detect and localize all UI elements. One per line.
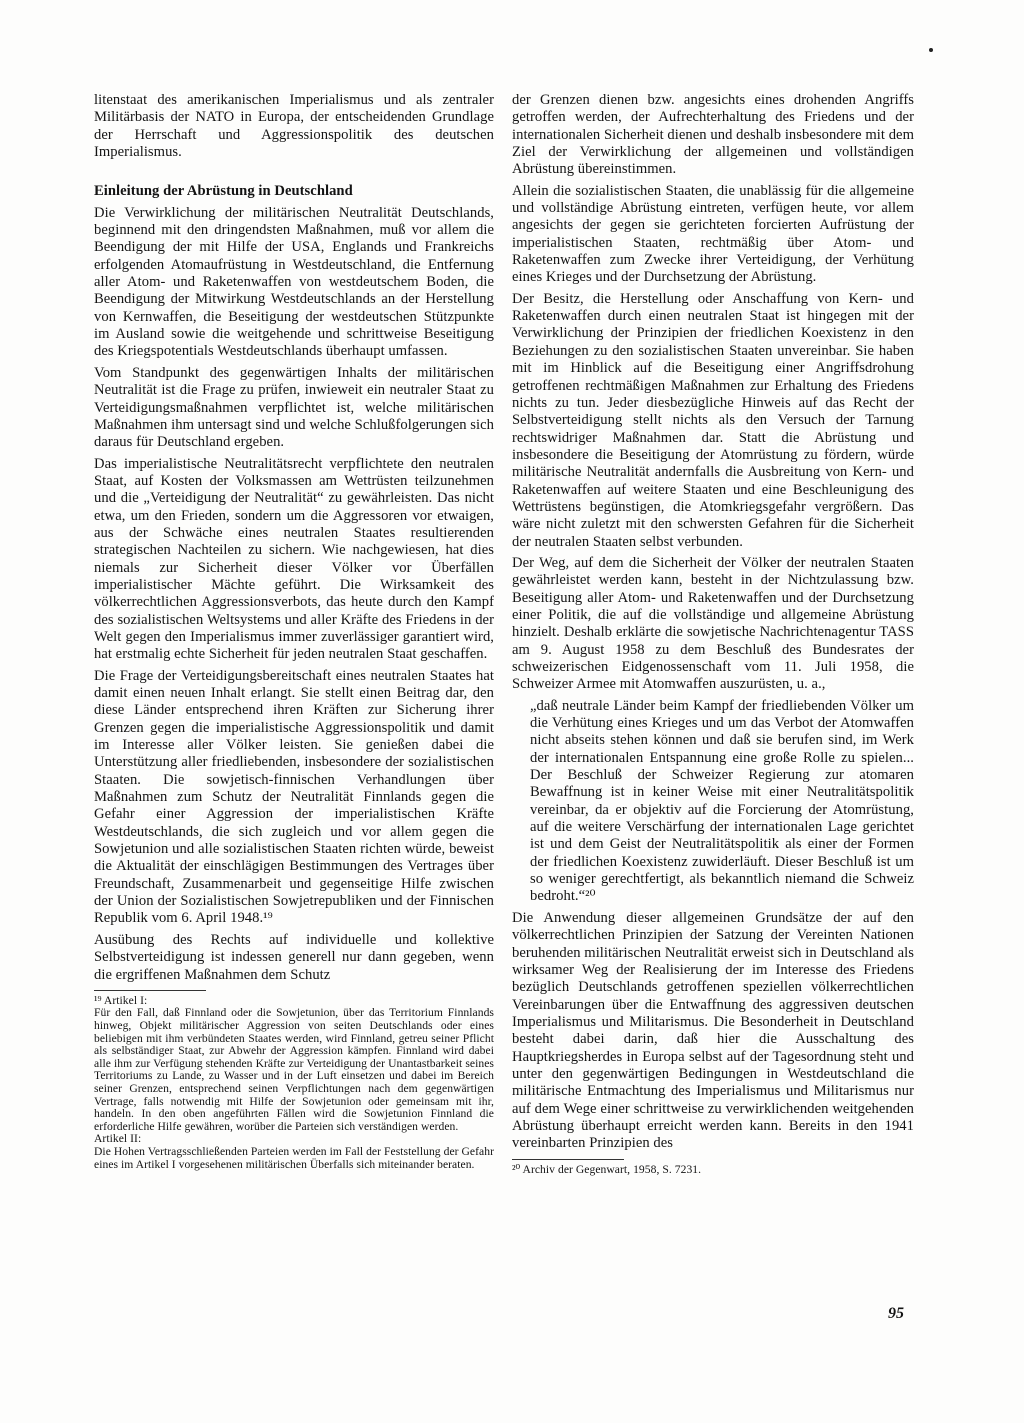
left-paragraph-5: Die Frage der Verteidigungsbereitschaft eines neutralen Staates hat damit einen neuen Inhalt erlangt. Sie stellt einen Beitrag dar, den diese Länder entsprechend ihren Kräften zur Sicherung ihrer Grenzen gegen die imperialistische Aggressionspolitik und damit im Interesse aller Völker leisten. Sie genießen dabei die Unterstützung aller friedliebenden, insbesondere der sozialistischen Staaten. Die sowjetisch-finnischen Verhandlungen über Maßnahmen zum Schutz der Neutralität Finnlands gegen die Gefahr einer Aggression der imperialistischen Kräfte Westdeutschlands, die sich zugleich und vor allem gegen die Sowjetunion und alle sozialistischen Staaten richten würde, beweist die Aktualität der einschlägigen Bestimmungen des Vertrages über Freundschaft, Zusammenarbeit und gegenseitige Hilfe zwischen der Union der Sozialistischen Sowjetrepubliken und der Finnischen Republik vom 6. April 1948.¹⁹ [94, 667, 494, 927]
footnote-rule [94, 990, 206, 991]
right-paragraph-3: Der Besitz, die Herstellung oder Anschaffung von Kern- und Raketenwaffen durch einen neutralen Staat ist hingegen mit der Verwirklichung der Prinzipien der friedlichen Koexistenz in den Beziehungen zu den sozialistischen Staaten unvereinbar. Sie haben mit im Hinblick auf die Beseitigung einer Angriffsdrohung getroffenen rechtmäßigen Maßnahmen zur Erhaltung des Friedens nichts zu tun. Jeder diesbezügliche Hinweis auf das Recht der Selbstverteidigung stellt nichts als den Versuch der Tarnung rechtswidriger Maßnahmen dar. Statt die Abrüstung und insbesondere die Beseitigung der Atomrüstung zu fördern, würde militärische Neutralität andernfalls die Ausbreitung von Kern- und Raketenwaffen auf weitere Staaten und eine Beschleunigung des Wettrüstens begünstigen, die Atomkriegsgefahr vergrößern. Das wäre nicht zuletzt mit den schwersten Gefahren für die Sicherheit der neutralen Staaten selbst verbunden. [512, 290, 914, 550]
right-paragraph-2: Allein die sozialistischen Staaten, die unablässig für die allgemeine und vollständige Abrüstung eintreten, verfügen heute, vor allem angesichts der gegen sie gerichteten forcierten Aufrüstung der imperialistischen Staaten, rechtmäßig über Atom- und Raketenwaffen zum Zwecke ihrer Verteidigung, der Verhütung eines Krieges und der Durchsetzung der Abrüstung. [512, 182, 914, 286]
footnote-19-title: ¹⁹ Artikel I: [94, 993, 148, 1007]
footnote-20: ²⁰ Archiv der Gegenwart, 1958, S. 7231. [512, 1162, 702, 1176]
page-number: 95 [888, 1305, 904, 1322]
right-paragraph-1: der Grenzen dienen bzw. angesichts eines drohenden Angriffs getroffen werden, der Aufrechterhaltung des Friedens und der internationalen Sicherheit dienen und deshalb insbesondere mit dem Ziel der Verwirklichung der allgemeinen und vollständigen Abrüstung übereinstimmen. [512, 92, 914, 178]
footnote-19-text: Für den Fall, daß Finnland oder die Sowjetunion, über das Territorium Finnlands hinweg, Objekt militärischer Aggression von seiten Deutschlands oder eines beliebigen mit ihm verbündeten Staates werden, wird Finnland, getreu seiner Pflicht als selbständiger Staat, zur Abwehr der Aggression kämpfen. Finnland wird dabei alle ihm zur Verfügung stehenden Kräfte zur Verteidigung der Unantastbarkeit seines Territoriums zu Lande, zu Wasser und in der Luft einsetzen und dabei im Bereich seiner Grenzen, entsprechend seinen Verpflichtungen nach dem gegenwärtigen Vertrage, falls notwendig mit Hilfe der Sowjetunion oder gemeinsam mit ihr, handeln. In den oben angeführten Fällen wird die Sowjetunion Finnland die erforderliche Hilfe gewähren, worüber die Parteien sich verständigen werden. [94, 1006, 494, 1133]
left-paragraph-4: Das imperialistische Neutralitätsrecht verpflichtete den neutralen Staat, auf Kosten der Volksmassen am Wettrüsten teilzunehmen und die „Verteidigung der Neutralität“ zu gewährleisten. Das nicht etwa, um den Frieden, sondern um die Aggressoren vor etwaigen, aus der Schwäche eines neutralen Staates resultierenden strategischen Nachteilen zu sichern. Wie nachgewiesen, hat dies niemals zur Sicherheit dieser Völker vor Überfällen imperialistischer Mächte geführt. Die Wirksamkeit des völkerrechtlichen Aggressionsverbots, das heute durch den Kampf des sozialistischen Weltsystems und aller Kräfte des Friedens in der Welt gegen den Imperialismus immer zuverlässiger garantiert wird, hat erstmalig echte Sicherheit für jeden neutralen Staat geschaffen. [94, 455, 494, 663]
right-paragraph-5: Die Anwendung dieser allgemeinen Grundsätze der auf den völkerrechtlichen Prinzipien der Satzung der Vereinten Nationen beruhenden militärischen Neutralität erweist sich in Deutschland als wirksamer Weg der Realisierung der im Interesse des Friedens bezüglich Deutschlands getroffenen speziellen völkerrechtlichen Vereinbarungen über die Entwaffnung des aggressiven deutschen Imperialismus und Militarismus. Die Besonderheit in Deutschland besteht dabei darin, daß hier die Ausschaltung des Hauptkriegsherdes in Europa selbst auf der Tagesordnung steht und unter den gegenwärtigen Bedingungen in Westdeutschland die militärische Entmachtung des Imperialismus und Militarismus nur auf dem Wege einer schrittweise zu verwirklichenden weitgehenden Abrüstung überhaupt erreicht werden kann. Bereits in den 1941 vereinbarten Prinzipien des [512, 909, 914, 1152]
left-column [94, 92, 494, 1171]
left-paragraph-1: litenstaat des amerikanischen Imperialismus und als zentraler Militärbasis der NATO in Europa, der entscheidenden Grundlage der Herrschaft und Aggressionspolitik des deutschen Imperialismus. [94, 92, 494, 161]
footnote-19-title-2: Artikel II: [94, 1132, 142, 1146]
scan-speck [929, 48, 933, 52]
right-column [512, 92, 914, 1176]
left-paragraph-6: Ausübung des Rechts auf individuelle und kollektive Selbstverteidigung ist indessen generell nur dann gegeben, wenn die ergriffenen Maßnahmen dem Schutz [94, 931, 494, 983]
left-paragraph-3: Vom Standpunkt des gegenwärtigen Inhalts der militärischen Neutralität ist die Frage zu prüfen, inwieweit ein neutraler Staat zu Verteidigungsmaßnahmen verpflichtet ist, welche militärischen Maßnahmen ihm untersagt sind und welche Schlußfolgerungen sich daraus für Deutschland ergeben. [94, 364, 494, 451]
footnote-19-text-2: Die Hohen Vertragsschließenden Parteien werden im Fall der Feststellung der Gefahr eines im Artikel I vorgesehenen militärischen Überfalls sich miteinander beraten. [94, 1144, 494, 1171]
left-paragraph-2: Die Verwirklichung der militärischen Neutralität Deutschlands, beginnend mit den dringendsten Maßnahmen, muß vor allem die Beendigung der mit Hilfe der USA, Englands und Frankreichs erfolgenden Atomaufrüstung in Westdeutschland, die Entfernung aller Atom- und Raketenwaffen von westdeutschem Boden, die Beendigung der Mitwirkung Westdeutschlands an der Herstellung von Kernwaffen, die Beseitigung der westdeutschen Stützpunkte im Ausland sowie die weitgehende und schrittweise Beseitigung des Kriegspotentials Westdeutschlands überhaupt umfassen. [94, 204, 494, 360]
tass-quote: „daß neutrale Länder beim Kampf der friedliebenden Völker um die Verhütung eines Krieges und um das Verbot der Atomwaffen nicht abseits stehen können und daß sie berufen sind, im Werk der internationalen Entspannung eine große Rolle zu spielen... Der Beschluß der Schweizer Regierung zur atomaren Bewaffnung ist in keiner Weise mit einer Neutralitätspolitik vereinbar, da er objektiv auf die Forcierung der Atomrüstung, auf die weitere Verschärfung der internationalen Lage gerichtet ist und dem Geist der Neutralitätspolitik als einer der Formen der friedlichen Koexistenz zuwiderläuft. Dieser Beschluß ist um so weniger gerechtfertigt, als bekanntlich niemand die Schweiz bedroht.“²⁰ [530, 697, 914, 905]
footnote-rule-right [512, 1159, 624, 1160]
section-heading: Einleitung der Abrüstung in Deutschland [94, 183, 353, 200]
right-paragraph-4: Der Weg, auf dem die Sicherheit der Völker der neutralen Staaten gewährleistet werden kann, besteht in der Nichtzulassung bzw. Beseitigung aller Atom- und Raketenwaffen und der Durchsetzung einer Politik, die auf die vollständige und allgemeine Abrüstung hinzielt. Deshalb erklärte die sowjetische Nachrichtenagentur TASS am 9. August 1958 zu dem Beschluß des Bundesrates der schweizerischen Eidgenossenschaft vom 11. Juli 1958, die Schweizer Armee mit Atomwaffen auszurüsten, u. a., [512, 554, 914, 693]
